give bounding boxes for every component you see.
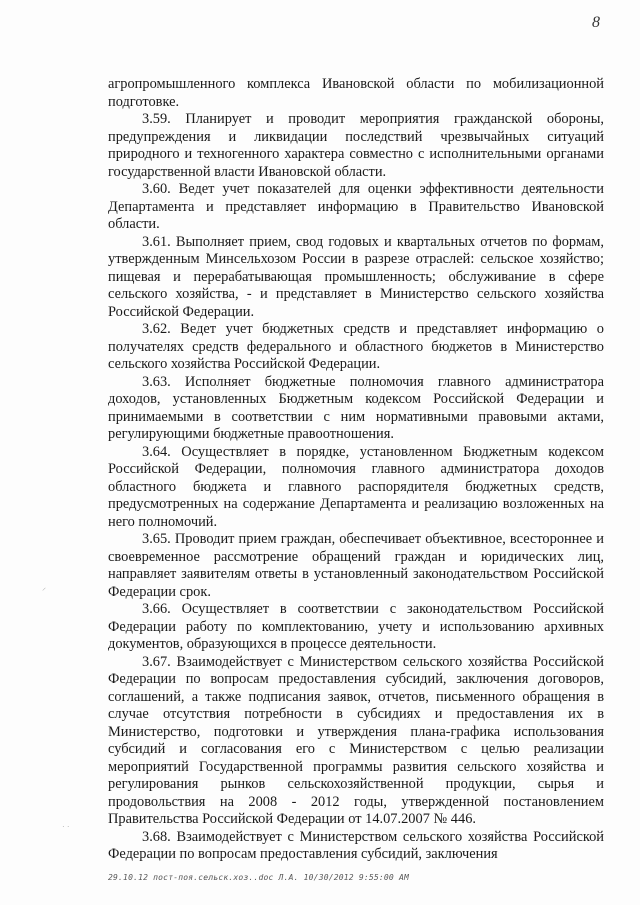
paragraph: 3.67. Взаимодействует с Министерством сельского хозяйства Российской Федерации по вопросам предоставления субсидий, заключения договоров, соглашений, а также подписания заявок, отчетов, письменного обращения в случае отсутствия потребности в субсидиях и предоставления их в Министерство, подготовки и утверждения плана-графика использования субсидий и согласования его с Министерством с целью реализации мероприятий Государственной программы развития сельского хозяйства и регулирования рынков сельскохозяйственной продукции, сырья и продовольствия на 2008 - 2012 годы, утвержденной постановлением Правительства Российской Федерации от 14.07.2007 № 446. [108, 653, 604, 827]
paragraph: 3.62. Ведет учет бюджетных средств и представляет информацию о получателях средств федерального и областного бюджетов в Министерство сельского хозяйства Российской Федерации. [108, 321, 604, 372]
paragraph: 3.66. Осуществляет в соответствии с законодательством Российской Федерации работу по комплектованию, учету и использованию архивных документов, образующихся в процессе деятельности. [108, 601, 604, 652]
scan-speck: ⸝ [42, 583, 46, 592]
paragraph: 3.63. Исполняет бюджетные полномочия главного администратора доходов, установленных Бюджетным кодексом Российской Федерации и принимаемыми в соответствии с ним нормативными правовыми актами, регулирующими бюджетные правоотношения. [108, 373, 604, 442]
paragraph: 3.60. Ведет учет показателей для оценки эффективности деятельности Департамента и представляет информацию в Правительство Ивановской области. [108, 181, 604, 232]
body-text [108, 76, 604, 864]
paragraph: агропромышленного комплекса Ивановской области по мобилизационной подготовке. [108, 76, 604, 110]
document-footer: 29.10.12 пост-поя.сельск.хоз..doc Л.А. 10/30/2012 9:55:00 AM [108, 873, 409, 882]
paragraph: 3.61. Выполняет прием, свод годовых и квартальных отчетов по формам, утвержденным Минсельхозом России в разрезе отраслей: сельское хозяйство; пищевая и перерабатывающая промышленность; обслуживание в сфере сельского хозяйства, - и представляет в Министерство сельского хозяйства Российской Федерации. [108, 233, 604, 320]
paragraph: 3.68. Взаимодействует с Министерством сельского хозяйства Российской Федерации по вопросам предоставления субсидий, заключения [108, 828, 604, 862]
paragraph: 3.65. Проводит прием граждан, обеспечивает объективное, всестороннее и своевременное рассмотрение обращений граждан и юридических лиц, направляет заявителям ответы в установленный законодательством Российской Федерации срок. [108, 531, 604, 600]
paragraph: 3.64. Осуществляет в порядке, установленном Бюджетным кодексом Российской Федерации, полномочия главного администратора доходов областного бюджета и главного распорядителя бюджетных средств, предусмотренных на содержание Департамента и реализацию возложенных на него полномочий. [108, 443, 604, 530]
page-number: 8 [592, 14, 600, 31]
scan-speck: · · [62, 822, 70, 831]
paragraph: 3.59. Планирует и проводит мероприятия гражданской обороны, предупреждения и ликвидации последствий чрезвычайных ситуаций природного и техногенного характера совместно с исполнительными органами государственной власти Ивановской области. [108, 111, 604, 180]
